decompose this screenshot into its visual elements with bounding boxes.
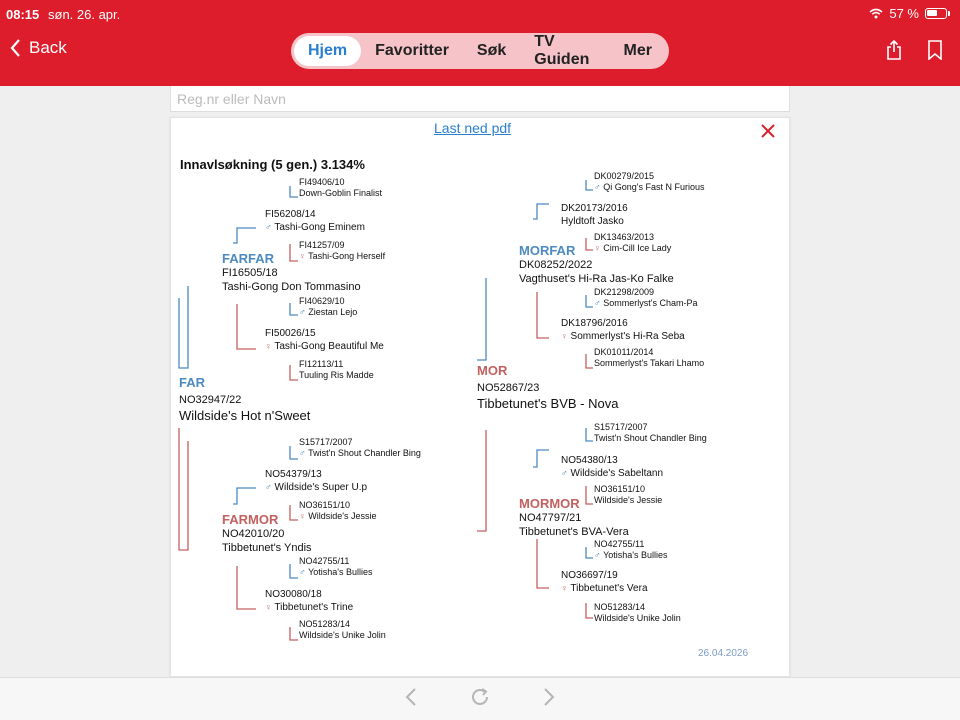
g3-node[interactable] <box>561 203 628 228</box>
g4-name: ♂ Qi Gong's Fast N Furious <box>594 182 705 193</box>
g3-name: ♀ Sommerlyst's Hi-Ra Seba <box>561 330 685 342</box>
back-chevron-icon <box>10 39 21 57</box>
tab-hjem[interactable]: Hjem <box>294 36 361 66</box>
search-input[interactable] <box>171 86 789 111</box>
g4-node[interactable] <box>594 422 707 445</box>
battery-percent: 57 % <box>889 6 919 21</box>
tab-favoritter[interactable]: Favoritter <box>375 42 449 59</box>
sire-role: FAR <box>179 375 205 390</box>
nav-tabs <box>291 33 669 69</box>
sire-node[interactable] <box>179 375 310 424</box>
g4-name: Wildside's Unike Jolin <box>299 630 386 641</box>
reload-icon[interactable] <box>469 686 491 708</box>
g4-name: ♂ Sommerlyst's Cham-Pa <box>594 298 698 309</box>
tab-mer[interactable]: Mer <box>623 42 652 59</box>
g4-name: ♀ Cim-Cill Ice Lady <box>594 243 672 254</box>
back-button[interactable] <box>10 38 67 58</box>
dam-node[interactable] <box>477 363 618 412</box>
male-icon: ♂ <box>594 182 601 193</box>
g4-node[interactable] <box>594 287 698 310</box>
g4-reg: FI12113/11 <box>299 359 344 369</box>
g4-reg: DK00279/2015 <box>594 171 655 181</box>
female-icon: ♀ <box>265 340 272 351</box>
tab-sok[interactable]: Søk <box>476 42 507 59</box>
sire-name: Wildside's Hot n'Sweet <box>179 408 311 423</box>
top-bar <box>0 0 960 86</box>
g3-name: ♀ Tibbetunet's Trine <box>265 601 354 613</box>
g3-reg: FI50026/15 <box>265 328 316 339</box>
dam-reg: NO52867/23 <box>477 382 540 395</box>
maternal-granddam-role: MORMOR <box>519 496 580 511</box>
wifi-icon <box>869 8 883 19</box>
g3-name: Hyldtoft Jasko <box>561 215 624 227</box>
maternal-granddam-name: Tibbetunet's BVA-Vera <box>519 526 629 538</box>
g4-name: Wildside's Jessie <box>594 495 663 506</box>
pedigree-tree <box>171 118 791 678</box>
g4-name: Wildside's Unike Jolin <box>594 613 681 624</box>
male-icon: ♂ <box>594 298 601 309</box>
g4-reg: FI40629/10 <box>299 296 345 306</box>
g3-reg: NO54380/13 <box>561 455 618 466</box>
g4-reg: S15717/2007 <box>299 437 353 447</box>
g4-node[interactable] <box>299 359 374 382</box>
paternal-granddam-reg: NO42010/20 <box>222 528 285 541</box>
female-icon: ♀ <box>299 251 306 262</box>
g3-node[interactable] <box>265 469 367 494</box>
g4-name: ♂ Twist'n Shout Chandler Bing <box>299 448 421 459</box>
male-icon: ♂ <box>561 467 568 478</box>
search-field <box>170 86 790 112</box>
status-date: søn. 26. apr. <box>48 7 121 22</box>
g4-name: Twist'n Shout Chandler Bing <box>594 433 707 444</box>
g3-name: ♂ Tashi-Gong Eminem <box>265 221 365 233</box>
g4-reg: NO36151/10 <box>594 484 646 494</box>
g3-node[interactable] <box>265 209 365 234</box>
g4-name: ♂ Yotisha's Bullies <box>299 567 373 578</box>
male-icon: ♂ <box>265 481 272 492</box>
inbreeding-coefficient: Innavlsøkning (5 gen.) 3.134% <box>180 157 365 172</box>
date-stamp: 26.04.2026 <box>698 648 749 659</box>
g3-node[interactable] <box>265 328 384 353</box>
g4-node[interactable] <box>299 437 421 460</box>
g4-node[interactable] <box>594 484 662 507</box>
g3-node[interactable] <box>265 589 353 614</box>
g3-reg: FI56208/14 <box>265 209 316 220</box>
g4-name: ♂ Ziestan Lejo <box>299 307 358 318</box>
paternal-granddam-role: FARMOR <box>222 512 279 527</box>
g3-node[interactable] <box>561 318 685 343</box>
g4-reg: DK13463/2013 <box>594 232 655 242</box>
g4-reg: NO42755/11 <box>594 539 645 549</box>
paternal-grandsire-name: Tashi-Gong Don Tommasino <box>222 281 361 293</box>
male-icon: ♂ <box>265 221 272 232</box>
g4-node[interactable] <box>594 171 705 194</box>
download-pdf-link[interactable]: Last ned pdf <box>434 120 512 136</box>
g4-node[interactable] <box>594 602 681 625</box>
female-icon: ♀ <box>299 511 306 522</box>
g4-node[interactable] <box>299 619 386 642</box>
g3-node[interactable] <box>561 455 663 480</box>
g4-name: ♀ Wildside's Jessie <box>299 511 377 522</box>
g4-name: Down-Goblin Finalist <box>299 188 383 199</box>
status-indicators <box>869 6 950 21</box>
g4-node[interactable] <box>594 232 671 255</box>
g4-name: ♀ Tashi-Gong Herself <box>299 251 386 262</box>
paternal-grandsire-reg: FI16505/18 <box>222 267 278 280</box>
g4-node[interactable] <box>299 177 382 200</box>
paternal-grandsire-role: FARFAR <box>222 251 274 266</box>
maternal-grandsire-role: MORFAR <box>519 243 576 258</box>
g3-reg: DK20173/2016 <box>561 203 628 214</box>
bottom-toolbar <box>0 677 960 720</box>
sire-reg: NO32947/22 <box>179 394 242 407</box>
g4-node[interactable] <box>299 240 385 263</box>
g4-name: Sommerlyst's Takari Lhamo <box>594 358 705 369</box>
g3-name: ♀ Tashi-Gong Beautiful Me <box>265 340 384 352</box>
g4-reg: NO51283/14 <box>594 602 646 612</box>
bookmark-icon[interactable] <box>927 40 943 60</box>
g3-reg: DK18796/2016 <box>561 318 628 329</box>
g4-reg: FI41257/09 <box>299 240 345 250</box>
share-icon[interactable] <box>885 40 903 60</box>
female-icon: ♀ <box>265 601 272 612</box>
g4-name: ♂ Yotisha's Bullies <box>594 550 668 561</box>
paternal-granddam-name: Tibbetunet's Yndis <box>222 542 312 554</box>
g4-reg: DK01011/2014 <box>594 347 654 357</box>
status-time: 08:15 <box>6 7 40 22</box>
g4-node[interactable] <box>299 556 373 579</box>
g4-reg: S15717/2007 <box>594 422 648 432</box>
prev-arrow-icon[interactable] <box>404 686 418 708</box>
g4-node[interactable] <box>594 539 668 562</box>
female-icon: ♀ <box>561 582 568 593</box>
male-icon: ♂ <box>299 567 306 578</box>
male-icon: ♂ <box>299 307 306 318</box>
battery-icon <box>925 8 947 19</box>
g4-reg: NO42755/11 <box>299 556 350 566</box>
g3-name: ♂ Wildside's Super U.p <box>265 481 368 493</box>
dam-role: MOR <box>477 363 508 378</box>
next-arrow-icon[interactable] <box>542 686 556 708</box>
g3-node[interactable] <box>561 570 648 595</box>
g3-name: ♂ Wildside's Sabeltann <box>561 467 664 479</box>
maternal-grandsire-reg: DK08252/2022 <box>519 259 593 272</box>
g3-name: ♀ Tibbetunet's Vera <box>561 582 648 594</box>
g4-node[interactable] <box>299 296 357 319</box>
g4-node[interactable] <box>299 500 377 523</box>
g4-reg: NO51283/14 <box>299 619 351 629</box>
g3-reg: NO36697/19 <box>561 570 618 581</box>
male-icon: ♂ <box>299 448 306 459</box>
g3-reg: NO54379/13 <box>265 469 322 480</box>
g4-reg: NO36151/10 <box>299 500 351 510</box>
g3-reg: NO30080/18 <box>265 589 322 600</box>
pedigree-card <box>170 117 790 677</box>
male-icon: ♂ <box>594 550 601 561</box>
g4-node[interactable] <box>594 347 704 370</box>
female-icon: ♀ <box>594 243 601 254</box>
tab-tv-guiden[interactable]: TV Guiden <box>534 33 590 68</box>
g4-reg: FI49406/10 <box>299 177 345 187</box>
g4-name: Tuuling Ris Madde <box>299 370 374 381</box>
maternal-granddam-reg: NO47797/21 <box>519 512 582 525</box>
g4-reg: DK21298/2009 <box>594 287 655 297</box>
maternal-grandsire-name: Vagthuset's Hi-Ra Jas-Ko Falke <box>519 273 674 285</box>
female-icon: ♀ <box>561 330 568 341</box>
dam-name: Tibbetunet's BVB - Nova <box>477 396 619 411</box>
back-label: Back <box>29 38 67 57</box>
